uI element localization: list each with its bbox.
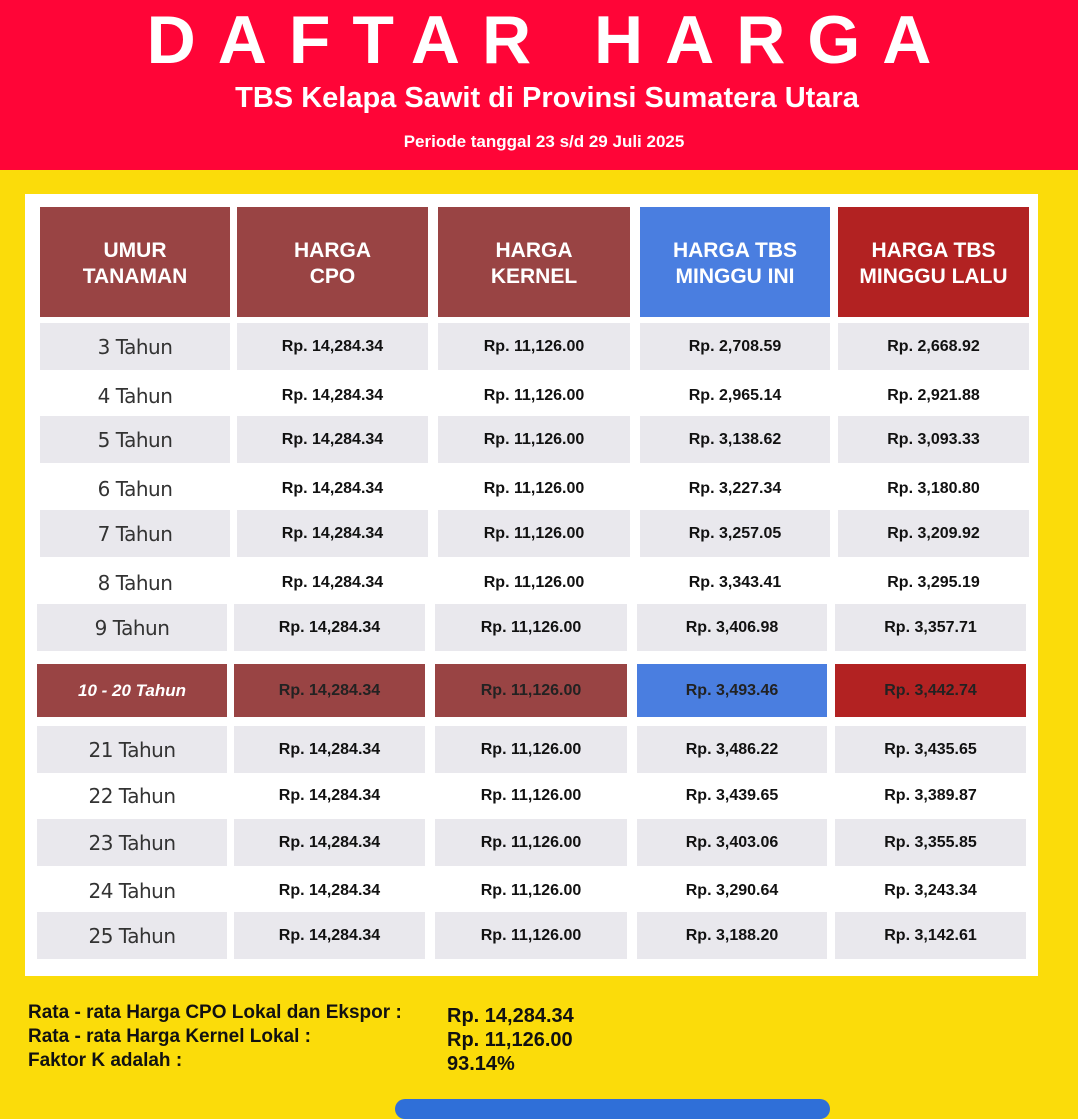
age-cell: 21 Tahun	[37, 726, 227, 773]
last-week-price-cell: Rp. 3,357.71	[835, 604, 1026, 651]
cpo-price-cell: Rp. 14,284.34	[278, 786, 381, 804]
col-header-line1: UMUR	[103, 239, 167, 262]
age-cell: 24 Tahun	[88, 878, 176, 903]
last-week-price-cell: Rp. 2,668.92	[838, 323, 1029, 370]
this-week-price-cell: Rp. 3,493.46	[637, 664, 827, 717]
this-week-price-cell: Rp. 3,439.65	[685, 786, 779, 804]
cpo-price-cell: Rp. 14,284.34	[234, 912, 425, 959]
last-week-price-cell: Rp. 3,355.85	[835, 819, 1026, 866]
age-cell: 22 Tahun	[88, 783, 176, 808]
avg-kernel-value: Rp. 11,126.00	[447, 1029, 573, 1051]
this-week-price-cell: Rp. 3,257.05	[640, 510, 830, 557]
col-header-this-week	[640, 207, 830, 317]
cpo-price-cell: Rp. 14,284.34	[281, 573, 384, 591]
last-week-price-cell: Rp. 3,180.80	[887, 479, 980, 497]
cpo-price-cell: Rp. 14,284.34	[237, 416, 428, 463]
age-cell: 23 Tahun	[37, 819, 227, 866]
bottom-button[interactable]	[395, 1099, 830, 1119]
kernel-price-cell: Rp. 11,126.00	[435, 664, 627, 717]
col-header-line2: TANAMAN	[82, 265, 188, 288]
last-week-price-cell: Rp. 3,295.19	[887, 573, 980, 591]
cpo-price-cell: Rp. 14,284.34	[281, 479, 384, 497]
col-header-age	[40, 207, 230, 317]
last-week-price-cell: Rp. 3,389.87	[884, 786, 977, 804]
page-title: DAFTAR HARGA	[146, 2, 954, 78]
col-header-cpo	[237, 207, 428, 317]
k-factor-label: Faktor K adalah :	[28, 1050, 183, 1071]
avg-kernel-label: Rata - rata Harga Kernel Lokal :	[28, 1026, 311, 1047]
kernel-price-cell: Rp. 11,126.00	[483, 479, 585, 497]
price-table	[25, 194, 1038, 976]
this-week-price-cell: Rp. 2,965.14	[688, 386, 782, 404]
col-header-last-week	[838, 207, 1029, 317]
this-week-price-cell: Rp. 3,343.41	[688, 573, 782, 591]
this-week-price-cell: Rp. 3,138.62	[640, 416, 830, 463]
age-cell: 5 Tahun	[40, 416, 230, 463]
cpo-price-cell: Rp. 14,284.34	[278, 881, 381, 899]
col-header-line1: HARGA TBS	[871, 239, 996, 262]
age-cell: 3 Tahun	[40, 323, 230, 370]
last-week-price-cell: Rp. 3,142.61	[835, 912, 1026, 959]
period-text: Periode tanggal 23 s/d 29 Juli 2025	[403, 132, 685, 151]
age-cell: 6 Tahun	[97, 476, 173, 501]
kernel-price-cell: Rp. 11,126.00	[435, 726, 627, 773]
this-week-price-cell: Rp. 3,403.06	[637, 819, 827, 866]
kernel-price-cell: Rp. 11,126.00	[438, 510, 630, 557]
col-header-line2: MINGGU LALU	[859, 265, 1008, 288]
col-header-line2: CPO	[309, 265, 356, 288]
age-cell: 25 Tahun	[37, 912, 227, 959]
cpo-price-cell: Rp. 14,284.34	[234, 819, 425, 866]
age-cell: 7 Tahun	[40, 510, 230, 557]
col-header-line2: KERNEL	[490, 265, 578, 288]
age-cell: 9 Tahun	[37, 604, 227, 651]
cpo-price-cell: Rp. 14,284.34	[234, 664, 425, 717]
kernel-price-cell: Rp. 11,126.00	[435, 604, 627, 651]
last-week-price-cell: Rp. 3,093.33	[838, 416, 1029, 463]
col-header-line1: HARGA TBS	[672, 239, 798, 262]
avg-cpo-value: Rp. 14,284.34	[447, 1005, 574, 1027]
last-week-price-cell: Rp. 3,209.92	[838, 510, 1029, 557]
last-week-price-cell: Rp. 2,921.88	[887, 386, 980, 404]
avg-cpo-label: Rata - rata Harga CPO Lokal dan Ekspor :	[28, 1002, 402, 1023]
col-header-line1: HARGA	[294, 239, 371, 262]
header-banner	[0, 0, 1078, 170]
kernel-price-cell: Rp. 11,126.00	[438, 416, 630, 463]
last-week-price-cell: Rp. 3,435.65	[835, 726, 1026, 773]
last-week-price-cell: Rp. 3,243.34	[884, 881, 977, 899]
kernel-price-cell: Rp. 11,126.00	[480, 881, 582, 899]
this-week-price-cell: Rp. 3,406.98	[637, 604, 827, 651]
this-week-price-cell: Rp. 3,188.20	[637, 912, 827, 959]
cpo-price-cell: Rp. 14,284.34	[237, 510, 428, 557]
cpo-price-cell: Rp. 14,284.34	[234, 604, 425, 651]
col-header-line2: MINGGU INI	[675, 265, 795, 288]
kernel-price-cell: Rp. 11,126.00	[438, 323, 630, 370]
kernel-price-cell: Rp. 11,126.00	[435, 912, 627, 959]
kernel-price-cell: Rp. 11,126.00	[435, 819, 627, 866]
age-cell: 10 - 20 Tahun	[37, 664, 227, 717]
col-header-line1: HARGA	[495, 239, 573, 262]
cpo-price-cell: Rp. 14,284.34	[234, 726, 425, 773]
page-subtitle: TBS Kelapa Sawit di Provinsi Sumatera Utara	[235, 82, 859, 114]
this-week-price-cell: Rp. 2,708.59	[640, 323, 830, 370]
cpo-price-cell: Rp. 14,284.34	[237, 323, 428, 370]
age-cell: 4 Tahun	[97, 383, 173, 408]
kernel-price-cell: Rp. 11,126.00	[483, 386, 585, 404]
kernel-price-cell: Rp. 11,126.00	[483, 573, 585, 591]
kernel-price-cell: Rp. 11,126.00	[480, 786, 582, 804]
this-week-price-cell: Rp. 3,486.22	[637, 726, 827, 773]
col-header-kernel	[438, 207, 630, 317]
last-week-price-cell: Rp. 3,442.74	[835, 664, 1026, 717]
age-cell: 8 Tahun	[97, 570, 173, 595]
this-week-price-cell: Rp. 3,227.34	[688, 479, 782, 497]
cpo-price-cell: Rp. 14,284.34	[281, 386, 384, 404]
k-factor-value: 93.14%	[447, 1053, 515, 1075]
this-week-price-cell: Rp. 3,290.64	[685, 881, 779, 899]
